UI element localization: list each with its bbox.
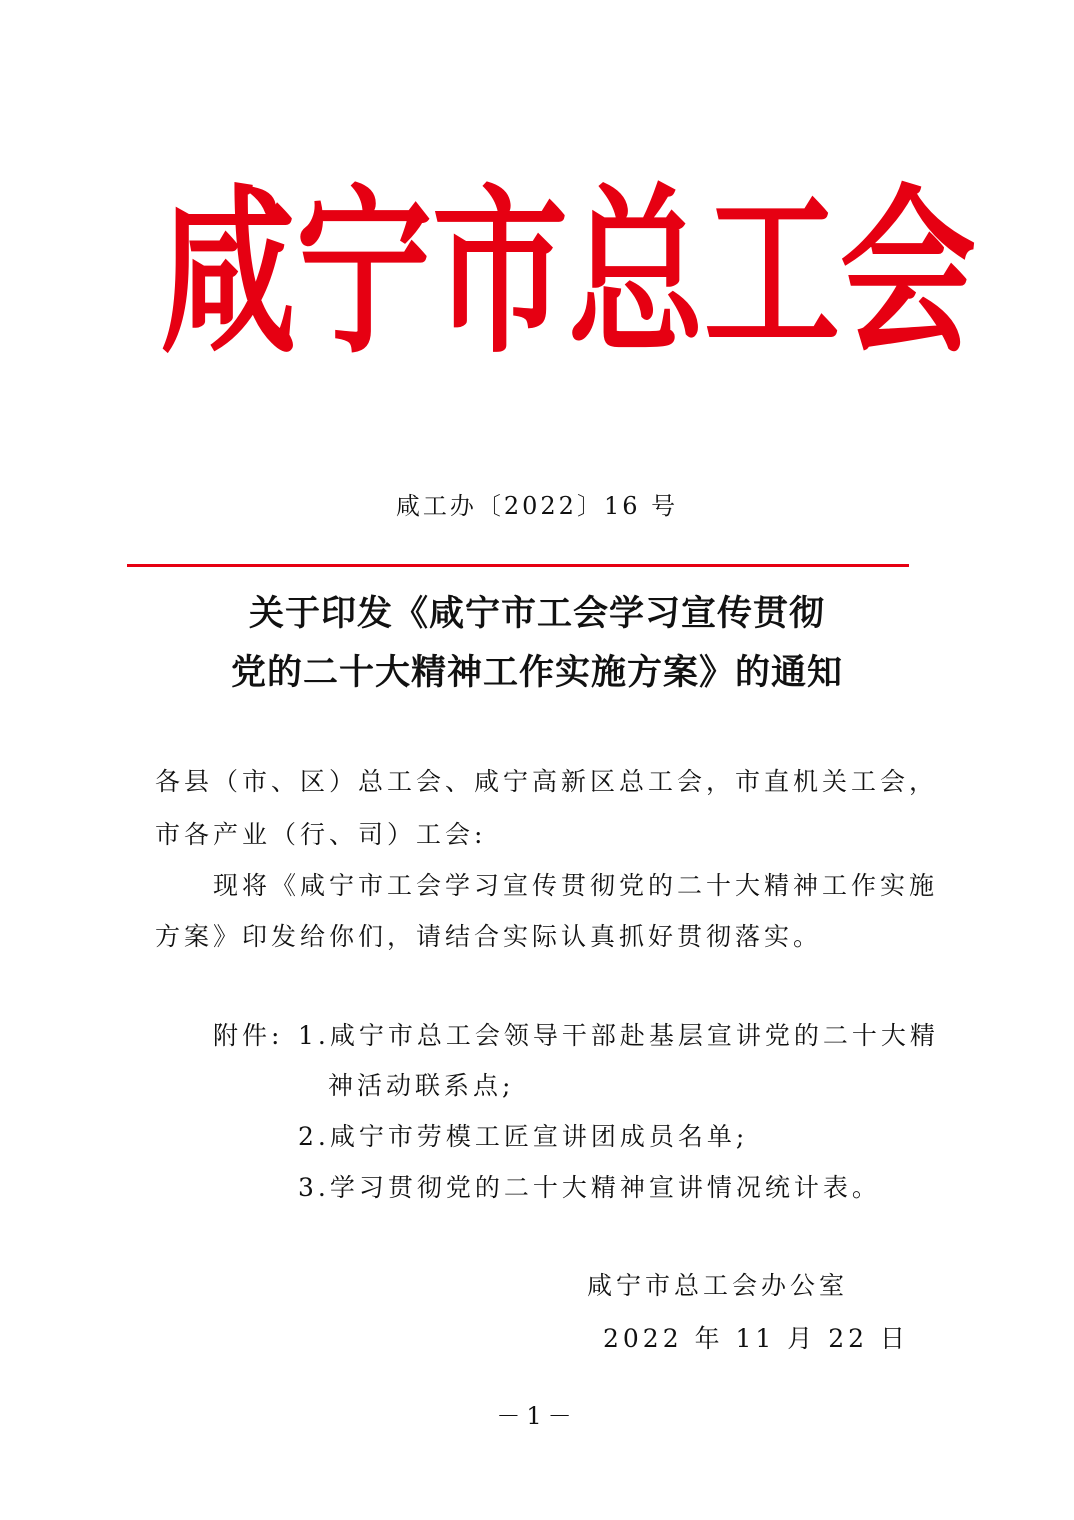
page-number: －1－	[496, 1402, 578, 1430]
attachment-item-1-continued: 神活动联系点;	[328, 1071, 515, 1100]
signature-organization: 咸宁市总工会办公室	[587, 1271, 849, 1300]
body-paragraph-line-1: 现将《咸宁市工会学习宣传贯彻党的二十大精神工作实施	[213, 871, 939, 900]
signature-date: 2022 年 11 月 22 日	[603, 1324, 909, 1353]
attachment-item-3: 3.学习贯彻党的二十大精神宣讲情况统计表。	[298, 1173, 881, 1202]
red-divider-line	[127, 564, 909, 567]
masthead-org-name	[160, 167, 976, 379]
addressee-line-1: 各县（市、区）总工会、咸宁高新区总工会，市直机关工会，	[155, 767, 939, 796]
attachments-label: 附件:	[213, 1021, 284, 1050]
addressee-line-2: 市各产业（行、司）工会:	[155, 820, 487, 849]
body-paragraph-line-2: 方案》印发给你们，请结合实际认真抓好贯彻落实。	[155, 922, 823, 951]
document-number: 咸工办〔2022〕16 号	[395, 492, 679, 520]
masthead-char: 会	[840, 167, 976, 379]
masthead-char: 宁	[296, 167, 432, 379]
masthead-char: 咸	[160, 167, 296, 379]
masthead-char: 市	[432, 167, 568, 379]
document-title-line-1: 关于印发《咸宁市工会学习宣传贯彻	[248, 593, 825, 634]
attachment-item-2: 2.咸宁市劳模工匠宣讲团成员名单;	[298, 1122, 749, 1151]
document-title-line-2: 党的二十大精神工作实施方案》的通知	[230, 652, 843, 693]
masthead-char: 工	[704, 167, 840, 379]
attachment-item-1: 1.咸宁市总工会领导干部赴基层宣讲党的二十大精	[298, 1021, 939, 1050]
masthead-char: 总	[568, 167, 704, 379]
